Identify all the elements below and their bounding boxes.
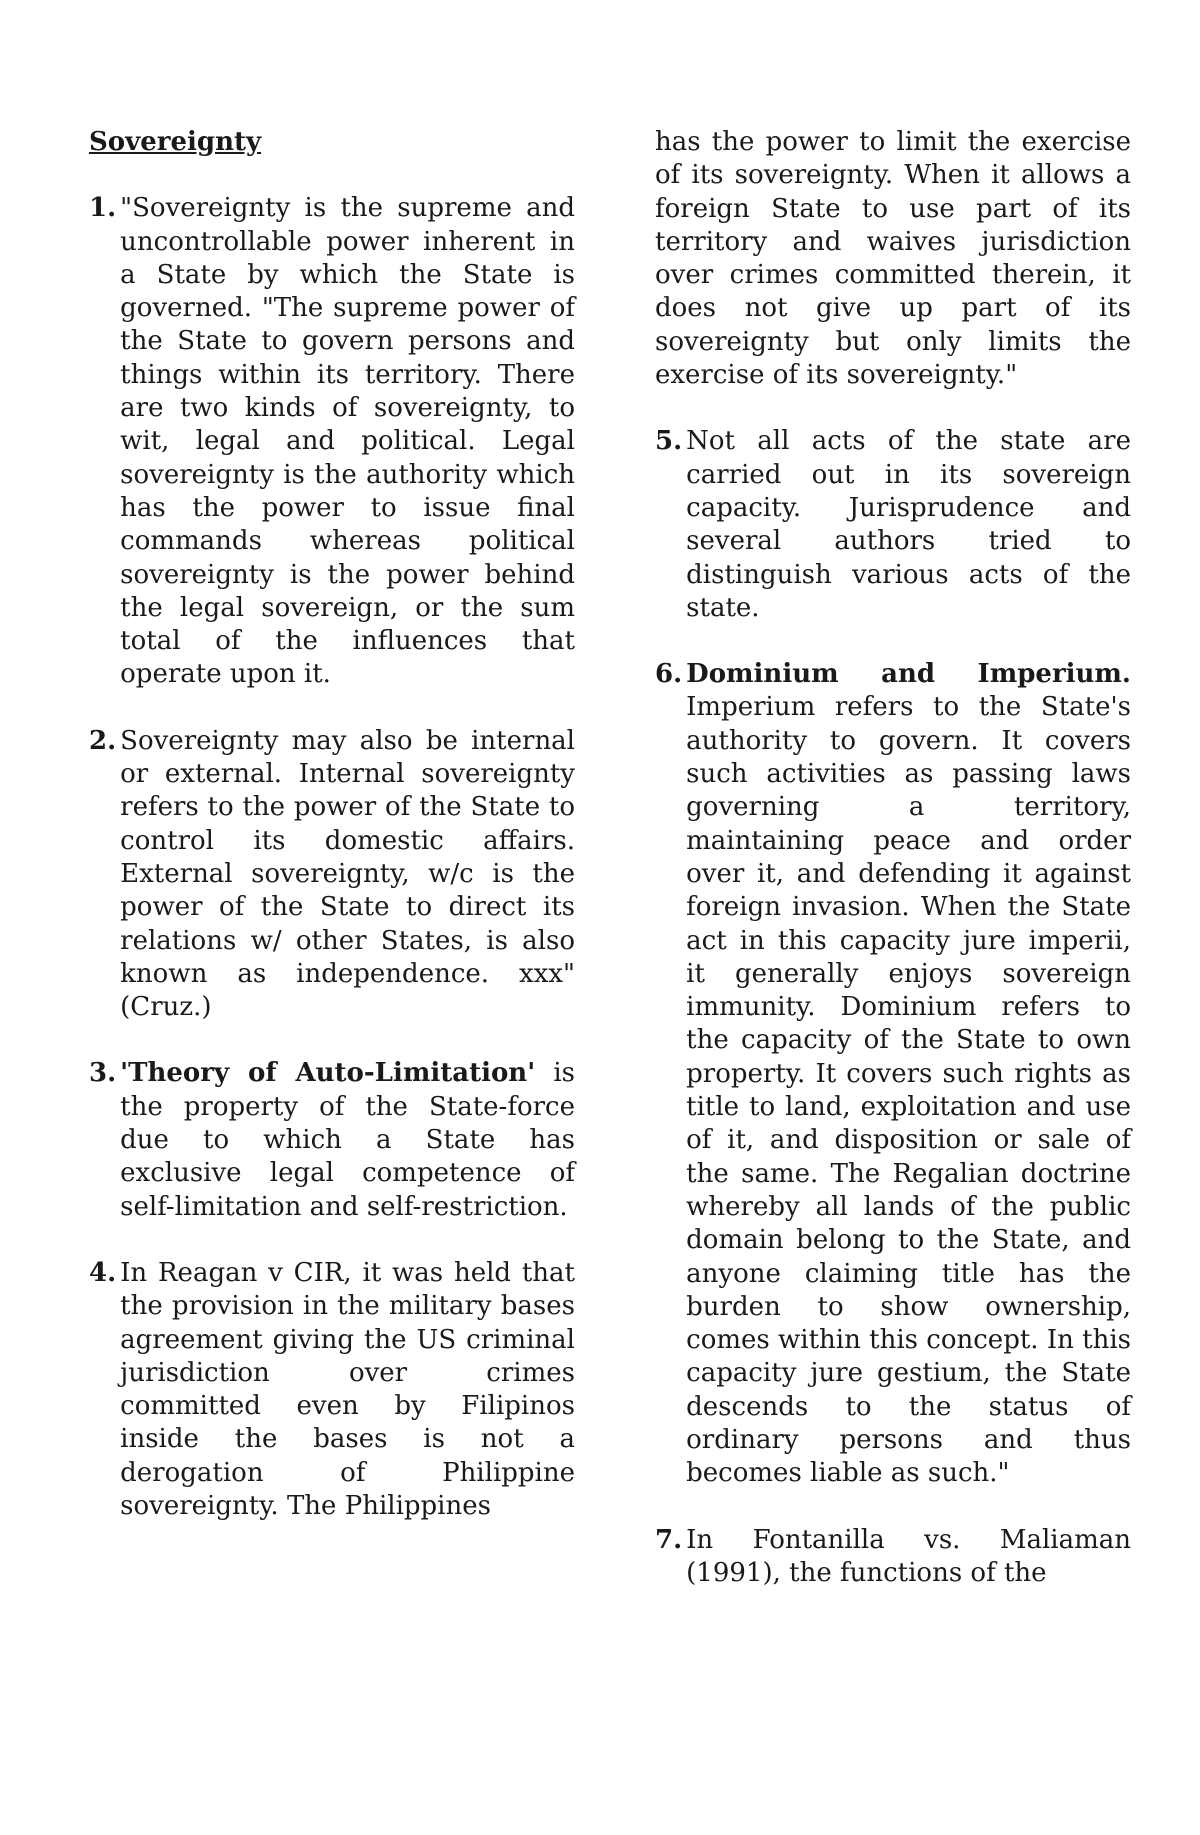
page-title: Sovereignty [89, 127, 262, 157]
item-text: "Sovereignty is the supreme and uncontrollable power inherent in a State by which the State is governed. "The supreme power of the State to govern persons and things within its territory. There are two kinds of sovereignty, to wit, legal and political. Legal sovereignty is the authority which has the power to issue final commands whereas political sovereignty is the power behind the legal sovereign, or the sum total of the influences that operate upon it. [120, 193, 575, 690]
item-text: Imperium refers to the State's authority to govern. It covers such activities as passing laws governing a territory, maintaining peace and order over it, and defending it against foreign invasion. When the State act in this capacity jure imperii, it generally enjoys sovereign immunity. Dominium refers to the capacity of the State to own property. It covers such rights as title to land, exploitation and use of it, and disposition or sale of the same. The Regalian doctrine whereby all lands of the public domain belong to the State, and anyone claiming title has the burden to show ownership, comes within this concept. In this capacity jure gestium, the State descends to the status of ordinary persons and thus becomes liable as such." [686, 692, 1131, 1489]
item-number: 1. [89, 193, 117, 224]
item-number: 7. [655, 1524, 683, 1555]
item-text: In Fontanilla vs. Maliaman (1991), the functions of the [686, 1524, 1131, 1588]
item-number: 3. [89, 1058, 117, 1089]
item-text: Sovereignty may also be internal or external. Internal sovereignty refers to the power of the State to control its domestic affairs. External sovereignty, w/c is the power of the State to direct its relations w/ other States, is also known as independence. xxx" (Cruz.) [120, 725, 575, 1023]
item-text: Not all acts of the state are carried out in its sovereign capacity. Jurisprudence and several authors tried to distinguish various acts of the state. [686, 426, 1131, 623]
list-item-5 [655, 425, 1131, 625]
list-item-1 [89, 192, 575, 691]
item-number: 4. [89, 1257, 117, 1288]
item-text: In Reagan v CIR, it was held that the provision in the military bases agreement giving the US criminal jurisdiction over crimes committed even by Filipinos inside the bases is not a derogation of Philippine sovereignty. The Philippines [120, 1257, 575, 1521]
list-item-6 [655, 658, 1131, 1490]
item-text-wrapper [120, 1057, 575, 1223]
item-text: is the property of the State-force due to which a State has exclusive legal competence of self-limitation and self-restriction. [120, 1058, 575, 1222]
list-item-3 [89, 1057, 575, 1223]
list-item-4 [89, 1257, 575, 1523]
item-bold-term: Dominium and Imperium. [686, 659, 1131, 690]
item-bold-term: 'Theory of Auto-Limitation' [120, 1058, 536, 1089]
right-column [655, 126, 1131, 1590]
list-item-7 [655, 1524, 1131, 1591]
left-column [89, 126, 575, 1523]
item-number: 2. [89, 725, 117, 756]
item-text-wrapper [686, 658, 1131, 1490]
item-4-continuation: has the power to limit the exercise of its sovereignty. When it allows a foreign State to use part of its territory and waives jurisdiction over crimes committed therein, it does not give up part of its sovereignty but only limits the exercise of its sovereignty." [655, 127, 1131, 391]
item-number: 6. [655, 659, 683, 690]
item-number: 5. [655, 426, 683, 457]
list-item-2 [89, 725, 575, 1025]
